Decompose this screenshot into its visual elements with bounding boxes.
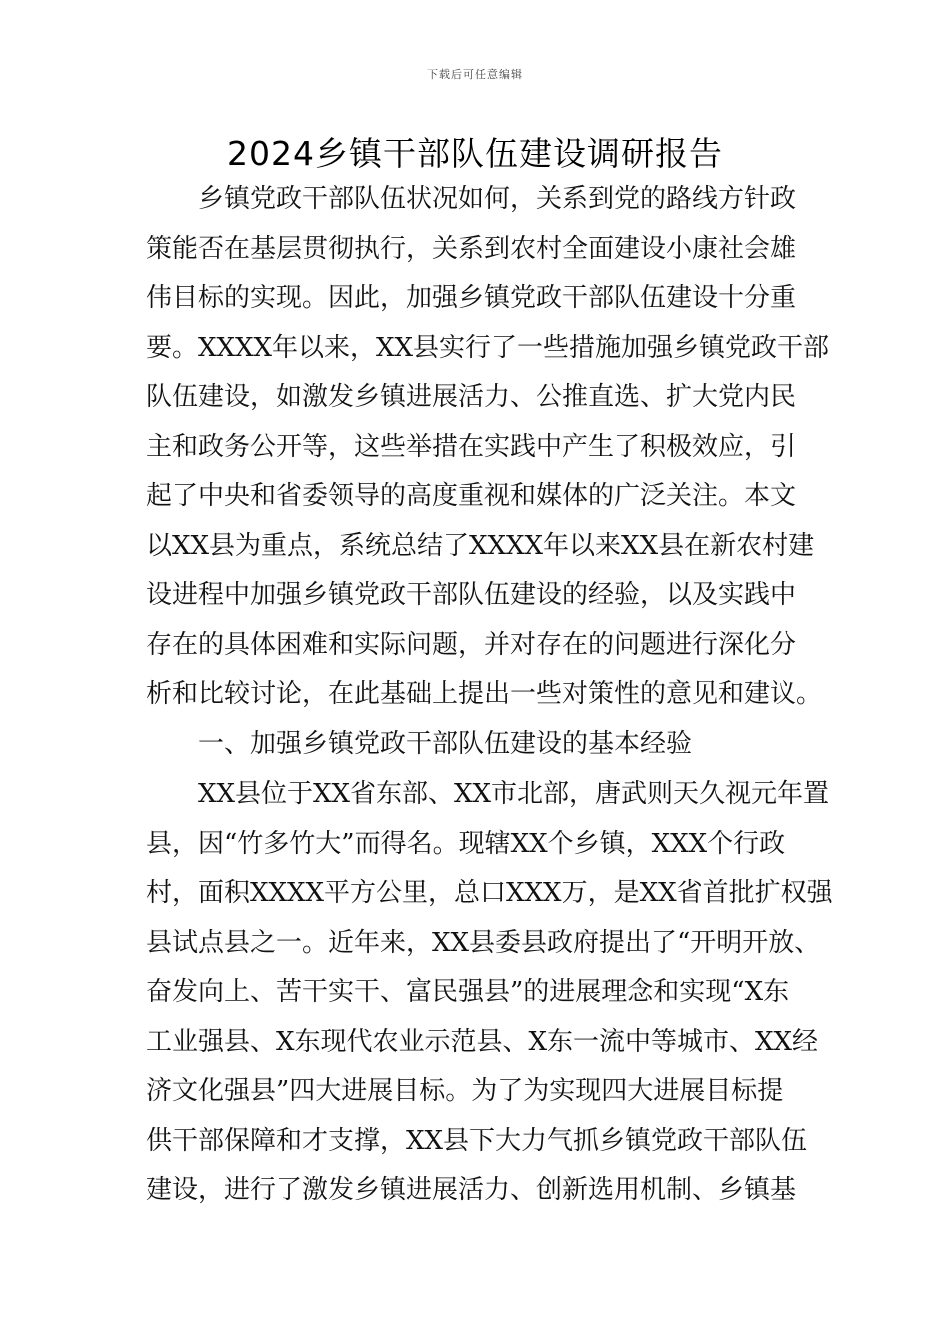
- section-heading: [146, 720, 806, 770]
- text-line: 主和政务公开等，这些举措在实践中产生了积极效应，引: [146, 431, 797, 462]
- text-line: 策能否在基层贯彻执行，关系到农村全面建设小康社会雄: [146, 233, 797, 264]
- paragraph-county: [146, 770, 833, 1216]
- page-title: 2024乡镇干部队伍建设调研报告: [227, 134, 723, 173]
- text-line: 析和比较讨论，在此基础上提出一些对策性的意见和建议。: [146, 679, 823, 709]
- text-line: 县，因“竹多竹大”而得名。现辖XX个乡镇，XXX个行政: [146, 828, 786, 859]
- text-line: 村，面积XXXX平方公里，总口XXX万，是XX省首批扩权强: [146, 878, 833, 908]
- header-note: 下载后可任意编辑: [427, 68, 523, 81]
- section-heading-text: 一、加强乡镇党政干部队伍建设的基本经验: [146, 729, 693, 759]
- text-line: 奋发向上、苦干实干、富民强县”的进展理念和实现“X东: [146, 977, 790, 1007]
- text-line: 起了中央和省委领导的高度重视和媒体的广泛关注。本文: [146, 481, 797, 511]
- text-line: 工业强县、X东现代农业示范县、X东一流中等城市、XX经: [146, 1026, 819, 1057]
- text-line: 济文化强县”四大进展目标。为了为实现四大进展目标提: [146, 1076, 784, 1106]
- text-line: 要。XXXX年以来，XX县实行了一些措施加强乡镇党政干部: [146, 332, 830, 363]
- text-line: 伟目标的实现。因此，加强乡镇党政干部队伍建设十分重: [146, 283, 797, 313]
- text-line: 设进程中加强乡镇党政干部队伍建设的经验，以及实践中: [146, 580, 797, 610]
- text-line: 供干部保障和才支撑，XX县下大力气抓乡镇党政干部队伍: [146, 1125, 808, 1156]
- text-line: 以XX县为重点，系统总结了XXXX年以来XX县在新农村建: [146, 530, 815, 561]
- text-line: 建设，进行了激发乡镇进展活力、创新选用机制、乡镇基: [146, 1175, 797, 1205]
- text-line: XX县位于XX省东部、XX市北部，唐武则天久视元年置: [146, 779, 830, 809]
- paragraph-intro: [146, 175, 830, 720]
- text-line: 乡镇党政干部队伍状况如何，关系到党的路线方针政: [146, 184, 797, 214]
- text-line: 队伍建设，如激发乡镇进展活力、公推直选、扩大党内民: [146, 382, 797, 412]
- text-line: 县试点县之一。近年来，XX县委县政府提出了“开明开放、: [146, 927, 821, 958]
- text-line: 存在的具体困难和实际问题，并对存在的问题进行深化分: [146, 629, 797, 660]
